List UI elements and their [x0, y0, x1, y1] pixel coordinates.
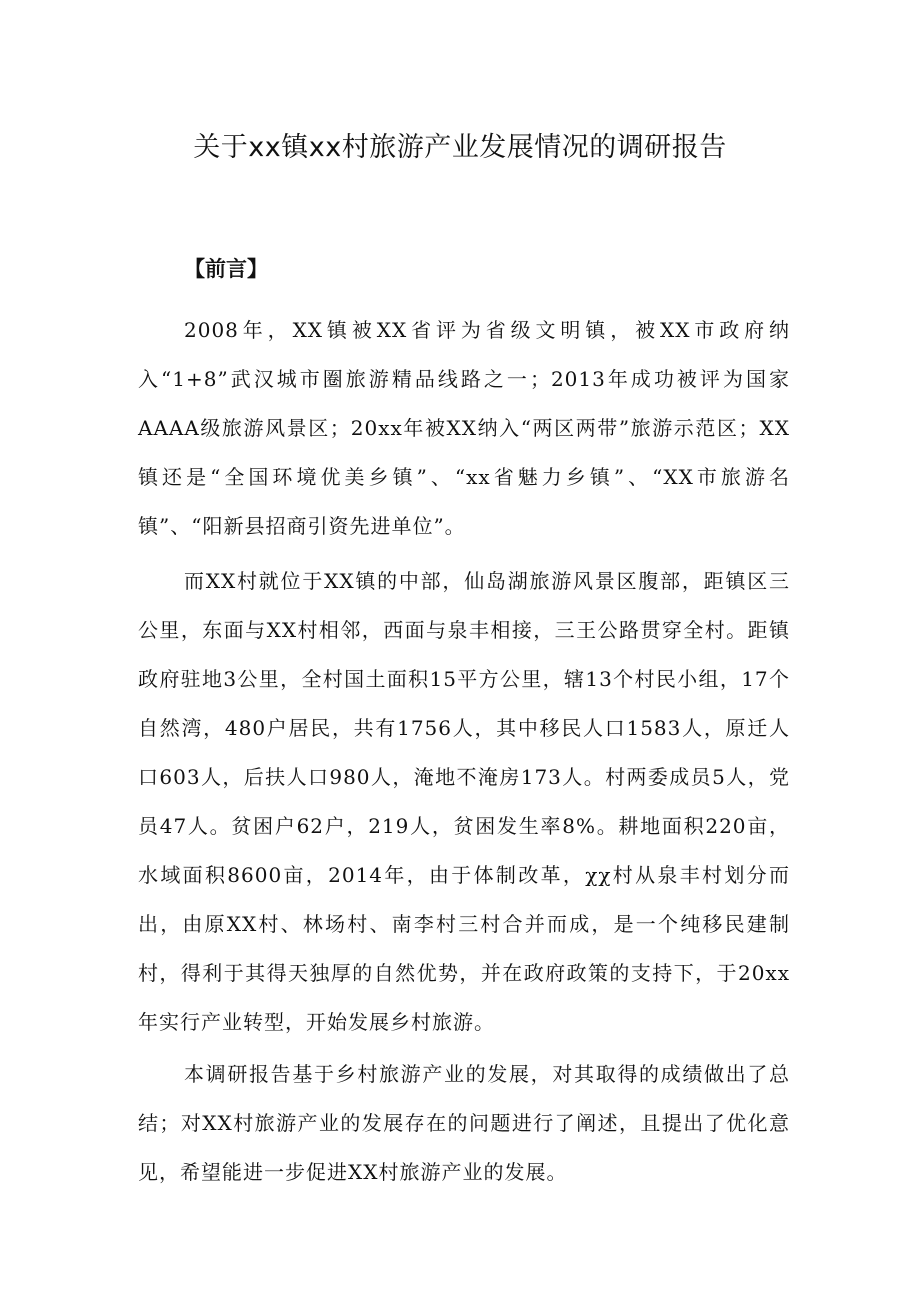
body-paragraph-3: 本调研报告基于乡村旅游产业的发展，对其取得的成绩做出了总结；对XX村旅游产业的发展存在的问题进行了阐述，且提出了优化意见，希望能进一步促进XX村旅游产业的发展。	[138, 1062, 790, 1184]
body-paragraph-2: 而XX村就位于XX镇的中部，仙岛湖旅游风景区腹部，距镇区三公里，东面与XX村相邻，西面与泉丰相接，三王公路贯穿全村。距镇政府驻地3公里，全村国土面积15平方公里，辖13个村民小组，17个自然湾，480户居民，共有1756人，其中移民人口1583人，原迁人口603人，后扶人口980人，淹地不淹房173人。村两委成员5人，党员47人。贫困户62户，219人，贫困发生率8%。耕地面积220亩，水域面积8600亩，2014年，由于体制改革，χχ村从泉丰村划分而出，由原XX村、林场村、南李村三村合并而成，是一个纯移民建制村，得利于其得天独厚的自然优势，并在政府政策的支持下，于20xx年实行产业转型，开始发展乡村旅游。	[138, 569, 790, 1034]
document-title: 关于xx镇xx村旅游产业发展情况的调研报告	[193, 132, 727, 163]
body-paragraph-1: 2008年，XX镇被XX省评为省级文明镇，被XX市政府纳入“1+8”武汉城市圈旅游精品线路之一；2013年成功被评为国家AAAA级旅游风景区；20xx年被XX纳入“两区两带”旅游示范区；XX镇还是“全国环境优美乡镇”、“xx省魅力乡镇”、“XX市旅游名镇”、“阳新县招商引资先进单位”。	[138, 318, 790, 538]
section-heading-preface: 【前言】	[184, 257, 268, 281]
